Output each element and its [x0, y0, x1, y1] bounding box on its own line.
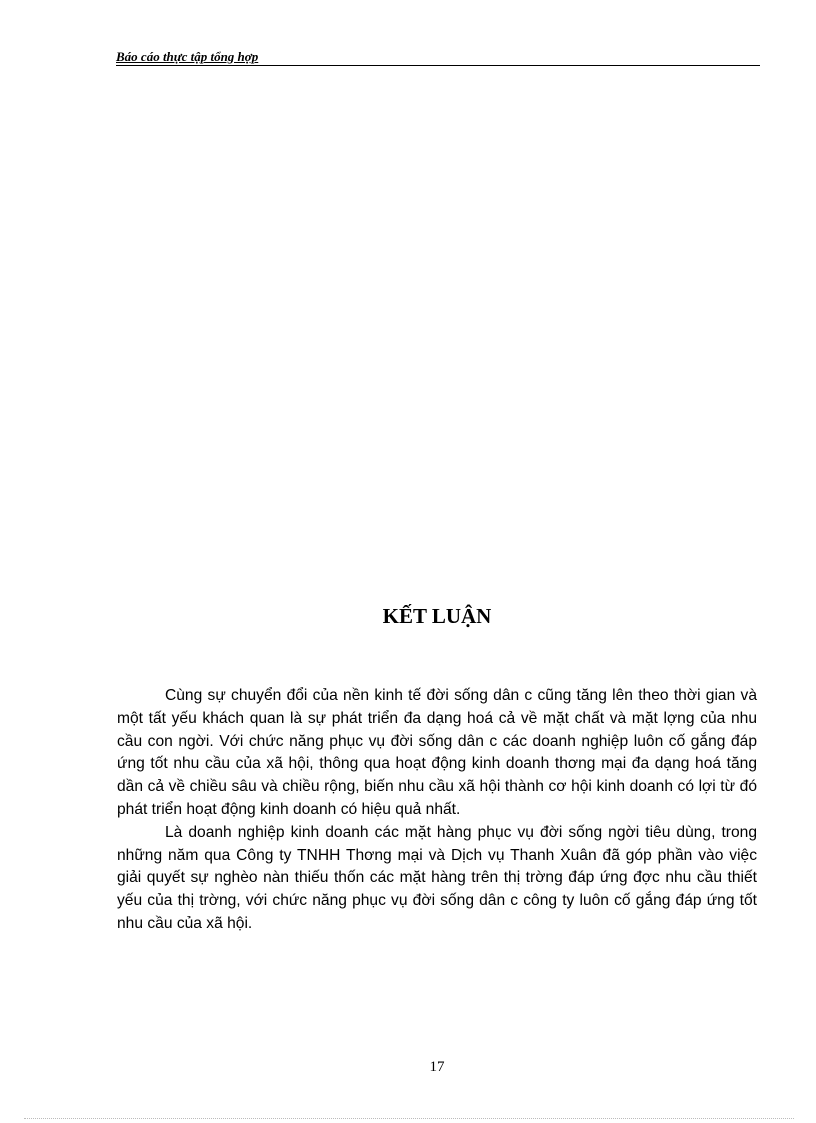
- page-header: [116, 49, 760, 66]
- page-bottom-border: [24, 1118, 794, 1119]
- paragraph-1: Cùng sự chuyển đổi của nền kinh tế đời sống dân c cũng tăng lên theo thời gian và một tất yếu khách quan là sự phát triển đa dạng hoá cả về mặt chất và mặt lợng của nhu cầu con ngời. Với chức năng phục vụ đời sống dân c các doanh nghiệp luôn cố gắng đáp ứng tốt nhu cầu của xã hội, thông qua hoạt động kinh doanh thơng mại đa dạng hoá tăng dần cả về chiều sâu và chiều rộng, biến nhu cầu xã hội thành cơ hội kinh doanh có lợi từ đó phát triển hoạt động kinh doanh có hiệu quả nhất.: [117, 687, 757, 818]
- page-number: 17: [429, 1059, 445, 1075]
- paragraph-2: Là doanh nghiệp kinh doanh các mặt hàng phục vụ đời sống ngời tiêu dùng, trong những năm qua Công ty TNHH Thơng mại và Dịch vụ Thanh Xuân đã góp phần vào việc giải quyết sự nghèo nàn thiếu thốn các mặt hàng trên thị trờng đáp ứng đợc nhu cầu thiết yếu của thị trờng, với chức năng phục vụ đời sống dân c công ty luôn cố gắng đáp ứng tốt nhu cầu của xã hội.: [117, 823, 757, 932]
- section-title: KẾT LUẬN: [382, 604, 492, 628]
- body-text: [117, 685, 757, 936]
- header-title: Báo cáo thực tập tổng hợp: [116, 49, 259, 64]
